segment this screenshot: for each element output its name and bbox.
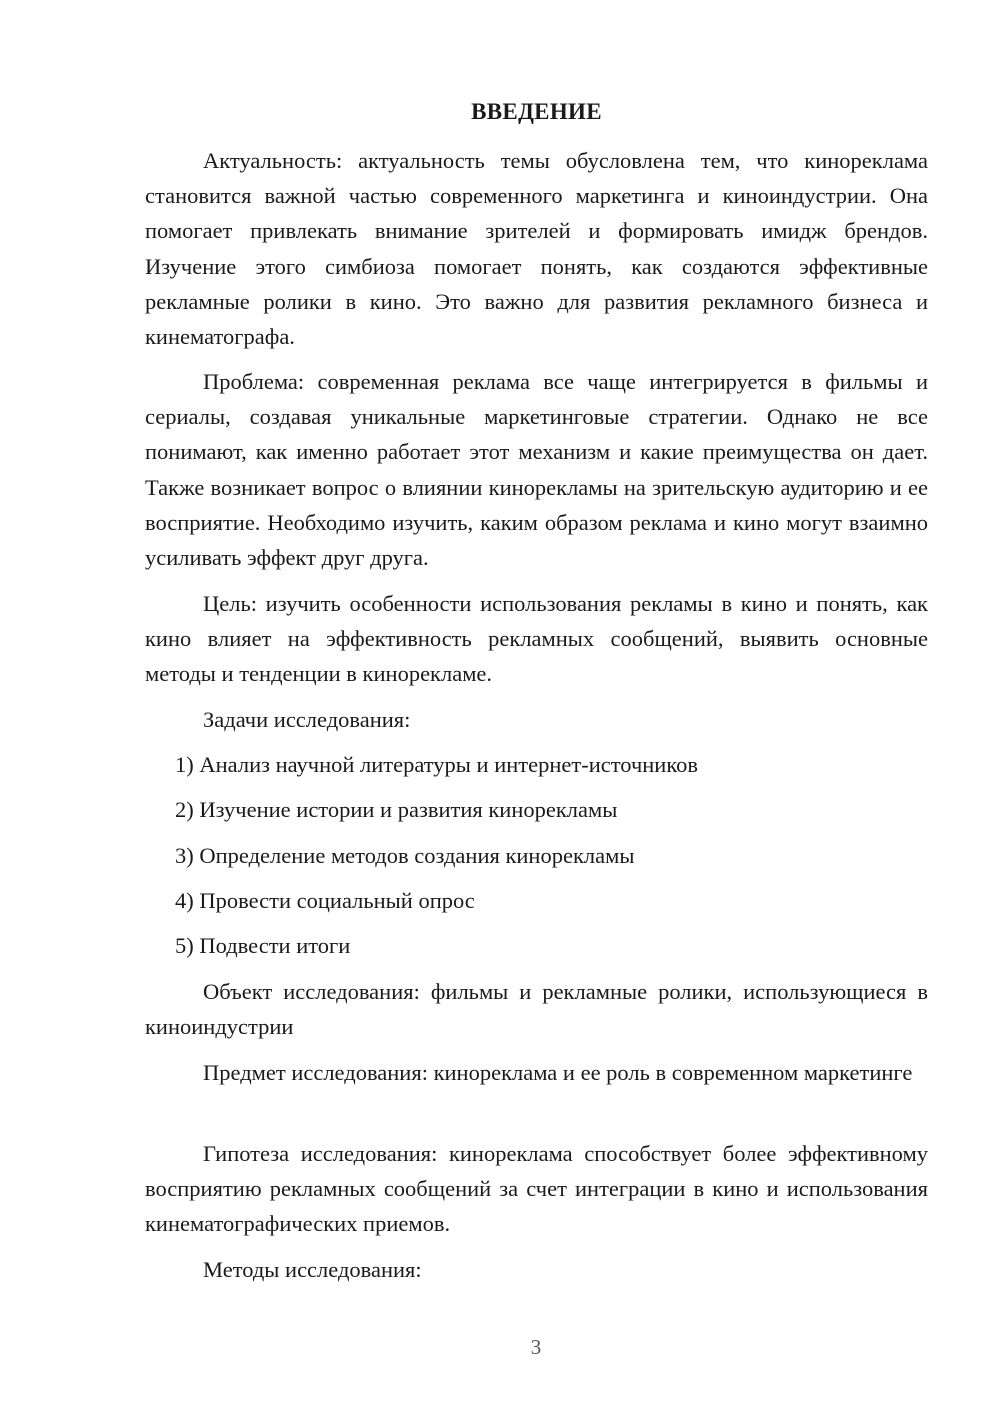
methods-title: Методы исследования: [203, 1257, 422, 1282]
subject-paragraph: Предмет исследования: кинореклама и ее роль в современном маркетинге [203, 1060, 913, 1085]
goal-paragraph: Цель: изучить особенности использования рекламы в кино и понять, как кино влияет на эффективность рекламных сообщений, выявить основные методы и тенденции в кинорекламе. [145, 591, 928, 687]
relevance-paragraph: Актуальность: актуальность темы обусловлена тем, что кинореклама становится важной частью современного маркетинга и киноиндустрии. Она помогает привлекать внимание зрителей и формировать имидж брендов. Изучение этого симбиоза помогает понять, как создаются эффективные рекламные ролики в кино. Это важно для развития рекламного бизнеса и кинематографа. [145, 148, 928, 350]
object-paragraph: Объект исследования: фильмы и рекламные ролики, использующиеся в киноиндустрии [145, 979, 928, 1040]
section-heading: ВВЕДЕНИЕ [471, 99, 602, 124]
problem-paragraph: Проблема: современная реклама все чаще интегрируется в фильмы и сериалы, создавая уникальные маркетинговые стратегии. Однако не все понимают, как именно работает этот механизм и какие преимущества он дает. Также возникает вопрос о влиянии кинорекламы на зрительскую аудиторию и ее восприятие. Необходимо изучить, каким образом реклама и кино могут взаимно усиливать эффект друг друга. [145, 369, 928, 571]
page-number: 3 [530, 1335, 542, 1359]
task-item-1: 1) Анализ научной литературы и интернет-источников [175, 752, 699, 777]
task-item-2: 2) Изучение истории и развития кинорекламы [175, 797, 618, 822]
tasks-title: Задачи исследования: [203, 707, 411, 732]
task-item-3: 3) Определение методов создания кинорекламы [175, 843, 635, 868]
task-item-5: 5) Подвести итоги [175, 933, 351, 958]
task-item-4: 4) Провести социальный опрос [175, 888, 475, 913]
hypothesis-paragraph: Гипотеза исследования: кинореклама способствует более эффективному восприятию рекламных сообщений за счет интеграции в кино и использования кинематографических приемов. [145, 1141, 928, 1237]
